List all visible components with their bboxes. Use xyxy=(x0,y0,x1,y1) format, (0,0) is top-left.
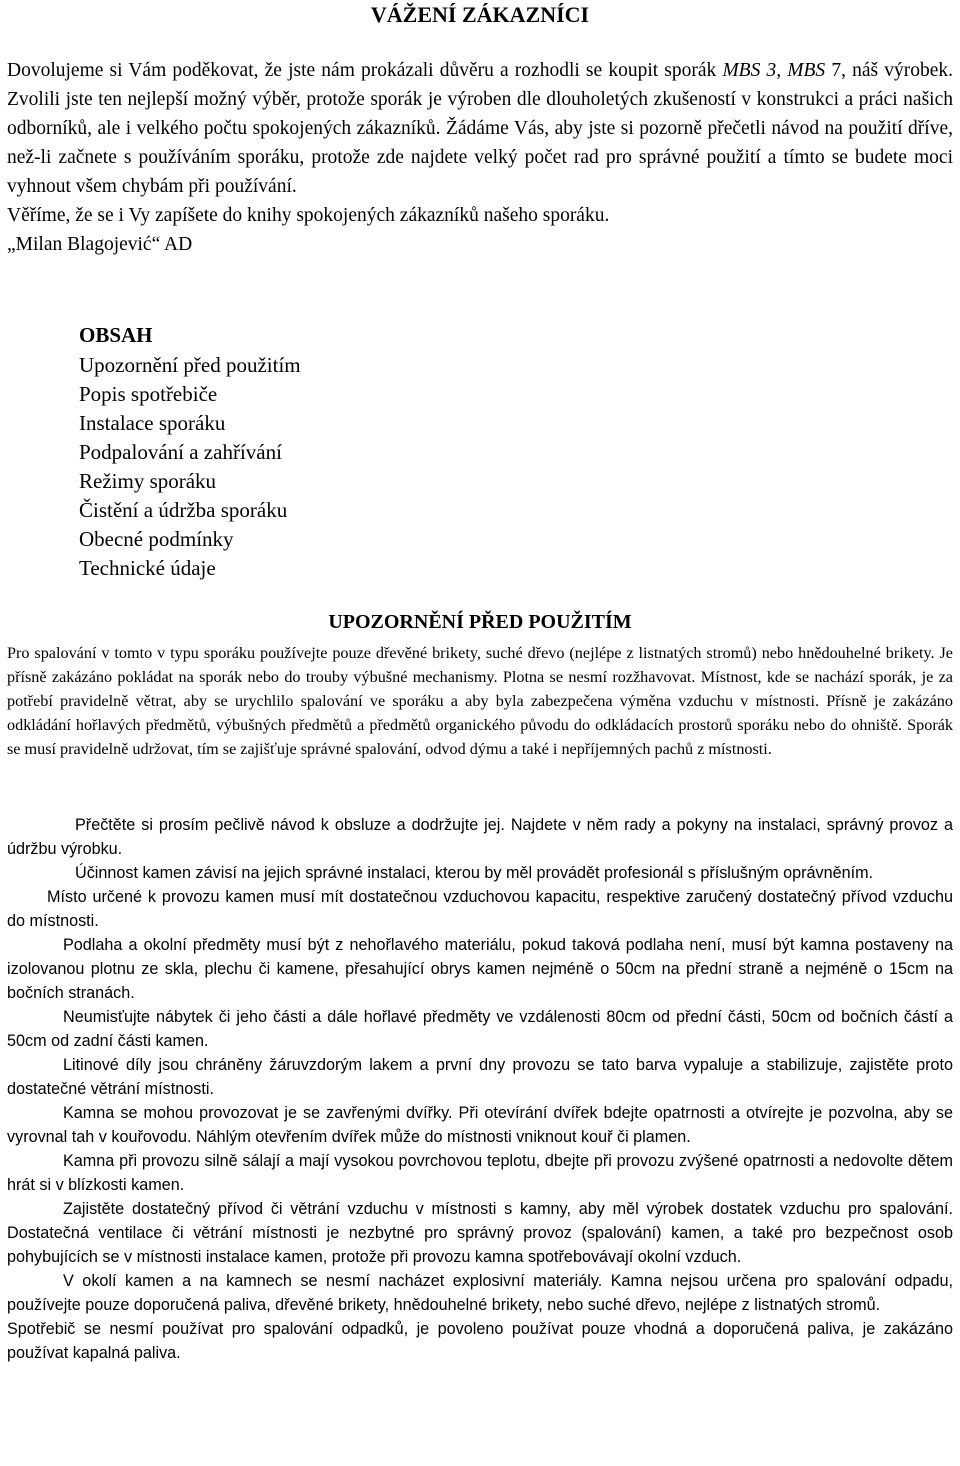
toc-heading: OBSAH xyxy=(79,323,153,347)
toc-item: Obecné podmínky xyxy=(79,527,234,551)
warning-paragraph: Účinnost kamen závisí na jejich správné instalaci, kterou by měl provádět profesionál s příslušným oprávněním. xyxy=(75,864,874,882)
intro-text-part1: Dovolujeme si Vám poděkovat, že jste nám prokázali důvěru a rozhodli se koupit sporák xyxy=(7,60,723,81)
toc-item: Režimy sporáku xyxy=(79,469,217,493)
table-of-contents xyxy=(79,320,301,583)
warning-paragraph: Kamna při provozu silně sálají a mají vysokou povrchovou teplotu, dbejte při provozu zvýšené opatrnosti a nedovolte dětem hrát si v blízkosti kamen. xyxy=(7,1152,953,1194)
warning-paragraph: Neumisťujte nábytek či jeho části a dále hořlavé předměty ve vzdálenosti 80cm od přední části, 50cm od bočních částí a 50cm od zadní části kamen. xyxy=(7,1008,953,1050)
warning-paragraph: Kamna se mohou provozovat je se zavřenými dvířky. Při otevírání dvířek bdejte opatrnosti a otvírejte je pozvolna, aby se vyrovnal tah v kouřovodu. Náhlým otevřením dvířek může do místnosti vniknout kouř či plamen. xyxy=(7,1104,953,1146)
intro-closing: Věříme, že se i Vy zapíšete do knihy spokojených zákazníků našeho sporáku. xyxy=(7,205,610,226)
intro-paragraph xyxy=(7,56,953,201)
intro-signature: „Milan Blagojević“ AD xyxy=(7,234,193,255)
warning-section-heading: UPOZORNĚNÍ PŘED POUŽITÍM xyxy=(328,611,632,633)
warning-paragraph: V okolí kamen a na kamnech se nesmí nacházet explosivní materiály. Kamna nejsou určena pro spalování odpadu, používejte pouze doporučená paliva, dřevěné brikety, hnědouhelné brikety, nebo suché dřevo, nejlépe z listnatých stromů. xyxy=(7,1272,953,1314)
intro-text-part2: 7, náš výrobek. Zvolili jste ten nejlepší možný výběr, protože sporák je výroben dle dlouholetých zkušeností v konstrukci a práci našich odborníků, ale i velkého počtu spokojených zákazníků. Žádáme Vás, aby jste si pozorně přečetli návod na použití dříve, než-li začnete s používáním sporáku, protože zde najdete velký počet rad pro správné použití a tímto se budete moci vyhnout všem chybám při používání. xyxy=(7,60,953,197)
toc-item: Technické údaje xyxy=(79,556,216,580)
warning-paragraph: Litinové díly jsou chráněny žáruvzdorým lakem a první dny provozu se tato barva vypaluje a stabilizuje, zajistěte proto dostatečné větrání místnosti. xyxy=(7,1056,953,1098)
warning-paragraph: Zajistěte dostatečný přívod či větrání vzduchu v místnosti s kamny, aby měl výrobek dostatek vzduchu pro spalování. Dostatečná ventilace či větrání místnosti je nezbytné pro správný provoz (spalování) kamen, a také pro bezpečnost osob pohybujících se v místnosti instalace kamen, protože při provozu kamna spotřebovávají okolní vzduch. xyxy=(7,1200,953,1266)
model-name: MBS 3, MBS xyxy=(722,60,826,81)
warning-instructions xyxy=(7,813,953,1365)
toc-list xyxy=(79,351,301,583)
warning-paragraph: Spotřebič se nesmí používat pro spalování odpadků, je povoleno používat pouze vhodná a doporučená paliva, je zakázáno používat kapalná paliva. xyxy=(7,1320,953,1362)
toc-item: Čistění a údržba sporáku xyxy=(79,498,288,522)
document-title: VÁŽENÍ ZÁKAZNÍCI xyxy=(370,2,590,27)
toc-item: Popis spotřebiče xyxy=(79,382,218,406)
intro-section xyxy=(7,56,953,259)
warning-paragraph: Místo určené k provozu kamen musí mít dostatečnou vzduchovou kapacitu, respektive zaručený dostatečný přívod vzduchu do místnosti. xyxy=(7,888,953,930)
warning-paragraph: Přečtěte si prosím pečlivě návod k obsluze a dodržujte jej. Najdete v něm rady a pokyny na instalaci, správný provoz a údržbu výrobku. xyxy=(7,816,953,858)
toc-item: Podpalování a zahřívání xyxy=(79,440,282,464)
warning-fuel-paragraph: Pro spalování v tomto v typu sporáku používejte pouze dřevěné brikety, suché dřevo (nejlépe z listnatých stromů) nebo hnědouhelné brikety. Je přísně zakázáno pokládat na sporák nebo do trouby výbušné mechanismy. Plotna se nesmí rozžhavovat. Místnost, kde se nachází sporák, je za potřebí pravidelně větrat, aby se urychlilo spalování ve sporáku a aby byla zabezpečena výměna vzduchu v místnosti. Přísně je zakázáno odkládání hořlavých předmětů, výbušných předmětů a předmětů organického původu do odkládacích prostorů sporáku nebo do ohniště. Sporák se musí pravidelně udržovat, tím se zajišťuje správné spalování, odvod dýmu a také i nepříjemných pachů z místnosti. xyxy=(7,644,953,758)
toc-item: Instalace sporáku xyxy=(79,411,226,435)
toc-item: Upozornění před použitím xyxy=(79,353,301,377)
warning-paragraph: Podlaha a okolní předměty musí být z nehořlavého materiálu, pokud taková podlaha není, musí být kamna postaveny na izolovanou plotnu ze skla, plechu či kamene, přesahující obrys kamen nejméně o 50cm na přední straně a nejméně o 15cm na bočních stranách. xyxy=(7,936,953,1002)
